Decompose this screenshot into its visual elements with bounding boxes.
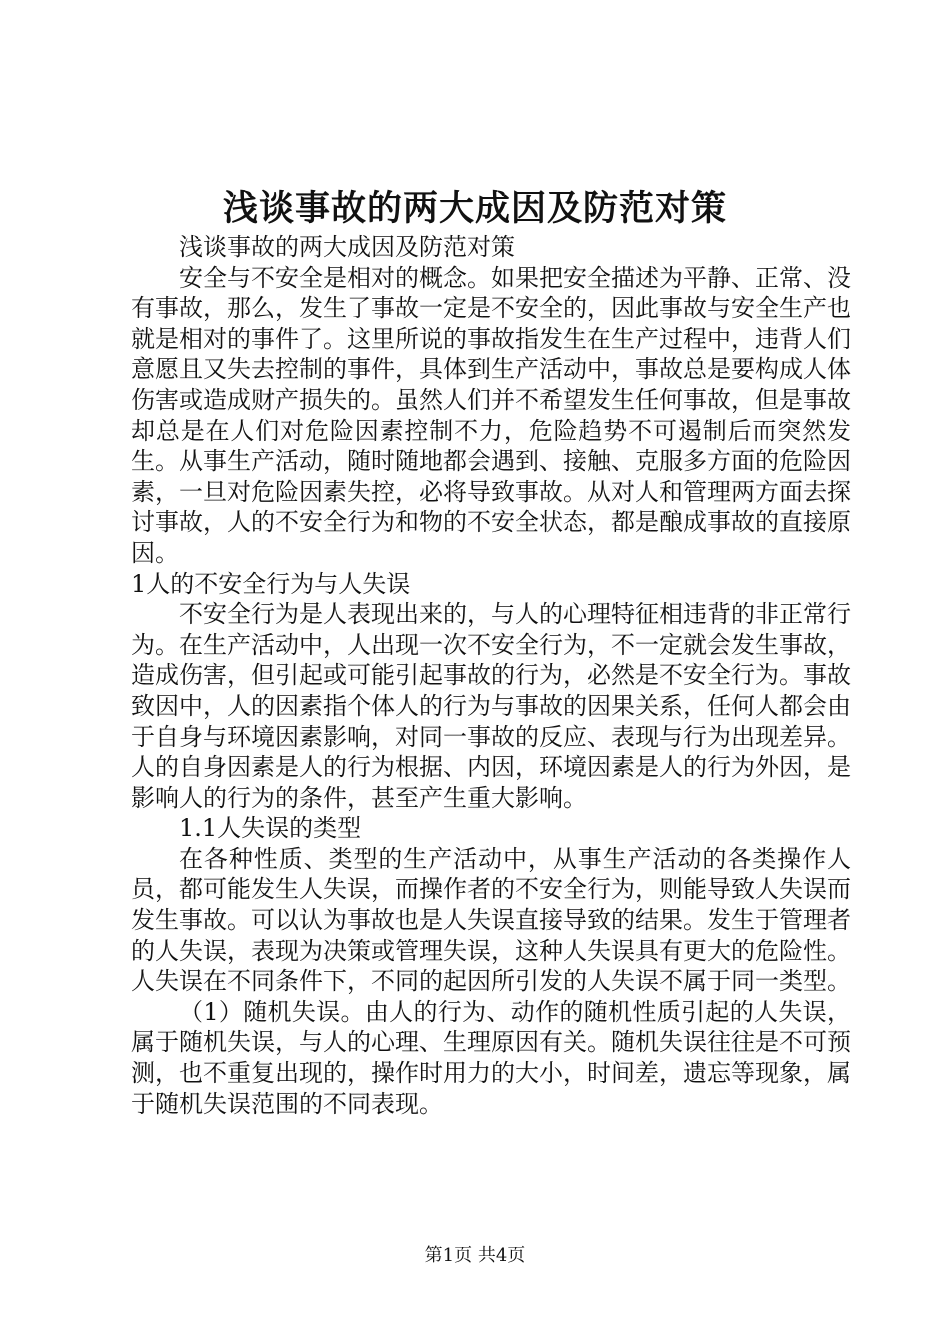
document-title: 浅谈事故的两大成因及防范对策 xyxy=(222,188,727,229)
page-footer: 第1页 共4页 xyxy=(424,1245,526,1266)
paragraph-intro: 安全与不安全是相对的概念。如果把安全描述为平静、正常、没有事故，那么，发生了事故一定是不安全的，因此事故与安全生产也就是相对的事件了。这里所说的事故指发生在生产过程中，违背人们意愿且又失去控制的事件，具体到生产活动中，事故总是要构成人体伤害或造成财产损失的。虽然人们并不希望发生任何事故，但是事故却总是在人们对危险因素控制不力，危险趋势不可遏制后而突然发生。从事生产活动，随时随地都会遇到、接触、克服多方面的危险因素，一旦对危险因素失控，必将导致事故。从对人和管理两方面去探讨事故，人的不安全行为和物的不安全状态，都是酿成事故的直接原因。 xyxy=(131,263,851,567)
paragraph-unsafe-behavior: 不安全行为是人表现出来的，与人的心理特征相违背的非正常行为。在生产活动中，人出现一次不安全行为，不一定就会发生事故，造成伤害，但引起或可能引起事故的行为，必然是不安全行为。事故致因中，人的因素指个体人的行为与事故的因果关系，任何人都会由于自身与环境因素影响，对同一事故的反应、表现与行为出现差异。人的自身因素是人的行为根据、内因，环境因素是人的行为外因，是影响人的行为的条件，甚至产生重大影响。 xyxy=(131,600,851,812)
section-heading-1: 1人的不安全行为与人失误 xyxy=(131,569,411,598)
paragraph-subtitle: 浅谈事故的两大成因及防范对策 xyxy=(179,233,515,261)
paragraph-random-error: （1）随机失误。由人的行为、动作的随机性质引起的人失误，属于随机失误，与人的心理、生理原因有关。随机失误往往是不可预测，也不重复出现的，操作时用力的大小，时间差，遗忘等现象，属于随机失误范围的不同表现。 xyxy=(131,997,851,1118)
section-heading-1-1: 1.1人失误的类型 xyxy=(179,814,362,843)
paragraph-error-types: 在各种性质、类型的生产活动中，从事生产活动的各类操作人员，都可能发生人失误，而操作者的不安全行为，则能导致人失误而发生事故。可以认为事故也是人失误直接导致的结果。发生于管理者的人失误，表现为决策或管理失误，这种人失误具有更大的危险性。人失误在不同条件下，不同的起因所引发的人失误不属于同一类型。 xyxy=(131,844,851,996)
document-body xyxy=(131,232,851,1119)
